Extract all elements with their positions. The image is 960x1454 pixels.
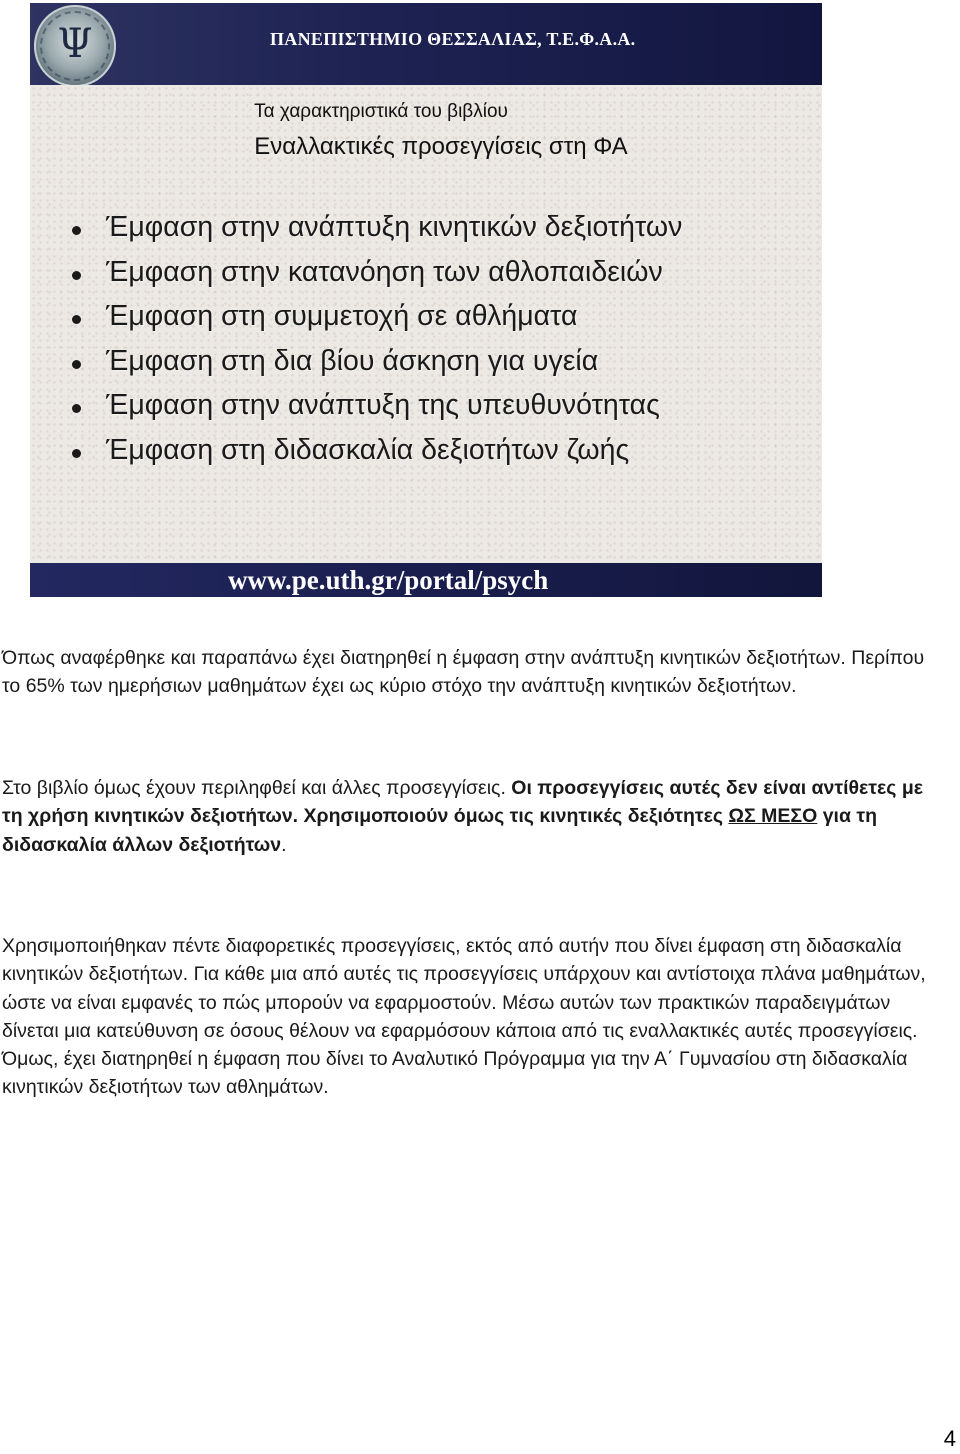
slide-subtitle: Τα χαρακτηριστικά του βιβλίου [254, 101, 508, 122]
bullet-text: Έμφαση στην ανάπτυξη κινητικών δεξιοτήτων [106, 211, 683, 243]
bullet-text: Έμφαση στη διδασκαλία δεξιοτήτων ζωής [106, 433, 630, 466]
notes-p2-bold-end: για τη διδασκαλία άλλων δεξιοτήτων [2, 805, 877, 856]
bullet-dot-icon [72, 315, 81, 324]
bullet-text: Έμφαση στην ανάπτυξη της υπευθυνότητας [106, 389, 660, 421]
bullet-item [72, 256, 682, 301]
page-number: 4 [943, 1426, 956, 1451]
bullet-item [72, 211, 682, 256]
notes-p2-plain: Στο βιβλίο όμως έχουν περιληφθεί και άλλες προσεγγίσεις. [2, 777, 512, 799]
notes-paragraph-1: Όπως αναφέρθηκε και παραπάνω έχει διατηρηθεί η έμφαση στην ανάπτυξη κινητικών δεξιοτήτων. Περίπου το 65% των ημερήσιων μαθημάτων έχει ως κύριο στόχο την ανάπτυξη κινητικών δεξιοτήτων. [2, 647, 925, 698]
slide-header-title: ΠΑΝΕΠΙΣΤΗΜΙΟ ΘΕΣΣΑΛΙΑΣ, Τ.Ε.Φ.Α.Α. [270, 29, 636, 49]
bullet-text: Έμφαση στη συμμετοχή σε αθλήματα [106, 300, 578, 332]
bullet-text: Έμφαση στην κατανόηση των αθλοπαιδειών [106, 255, 663, 288]
slide-heading: Εναλλακτικές προσεγγίσεις στη ΦΑ [254, 133, 628, 160]
slide-header [30, 3, 822, 85]
bullet-item [72, 300, 682, 345]
bullet-dot-icon [72, 449, 81, 458]
bullet-dot-icon [72, 271, 81, 280]
bullet-text: Έμφαση στη δια βίου άσκηση για υγεία [106, 344, 599, 377]
slide-footer-url: www.pe.uth.gr/portal/psych [228, 565, 549, 595]
notes-p2-emphasis: ΩΣ ΜΕΣΟ [728, 805, 818, 828]
university-logo-icon [34, 5, 116, 87]
bullet-list [72, 211, 682, 478]
notes-paragraph-3: Χρησιμοποιήθηκαν πέντε διαφορετικές προσεγγίσεις, εκτός από αυτήν που δίνει έμφαση στη διδασκαλία κινητικών δεξιοτήτων. Για κάθε μια από αυτές τις προσεγγίσεις υπάρχουν και αντίστοιχα πλάνα μαθημάτων, ώστε να είναι εμφανές το πώς μπορούν να εφαρμοστούν. Μέσω αυτών των πρακτικών παραδειγμάτων δίνεται μια κατεύθυνση σε όσους θέλουν να εφαρμόσουν κάποια από τις εναλλακτικές αυτές προσεγγίσεις. Όμως, έχει διατηρηθεί η έμφαση που δίνει το Αναλυτικό Πρόγραμμα για την Α΄ Γυμνασίου στη διδασκαλία κινητικών δεξιοτήτων των αθλημάτων. [2, 935, 926, 1099]
notes-p2-period: . [281, 833, 287, 856]
bullet-item [72, 345, 682, 390]
notes-paragraph-2 [2, 774, 942, 859]
slide-footer [30, 563, 822, 597]
bullet-dot-icon [72, 404, 81, 413]
logo-symbol: Ψ [57, 21, 93, 67]
slide-body [30, 85, 822, 563]
bullet-item [72, 389, 682, 434]
notes-p2-bold: Οι προσεγγίσεις αυτές δεν είναι αντίθετες με τη χρήση κινητικών δεξιοτήτων. Χρησιμοποιούν όμως τις κινητικές δεξιότητες [2, 777, 924, 828]
bullet-dot-icon [72, 360, 81, 369]
bullet-dot-icon [72, 226, 81, 235]
slide [30, 3, 822, 597]
bullet-item [72, 434, 682, 479]
